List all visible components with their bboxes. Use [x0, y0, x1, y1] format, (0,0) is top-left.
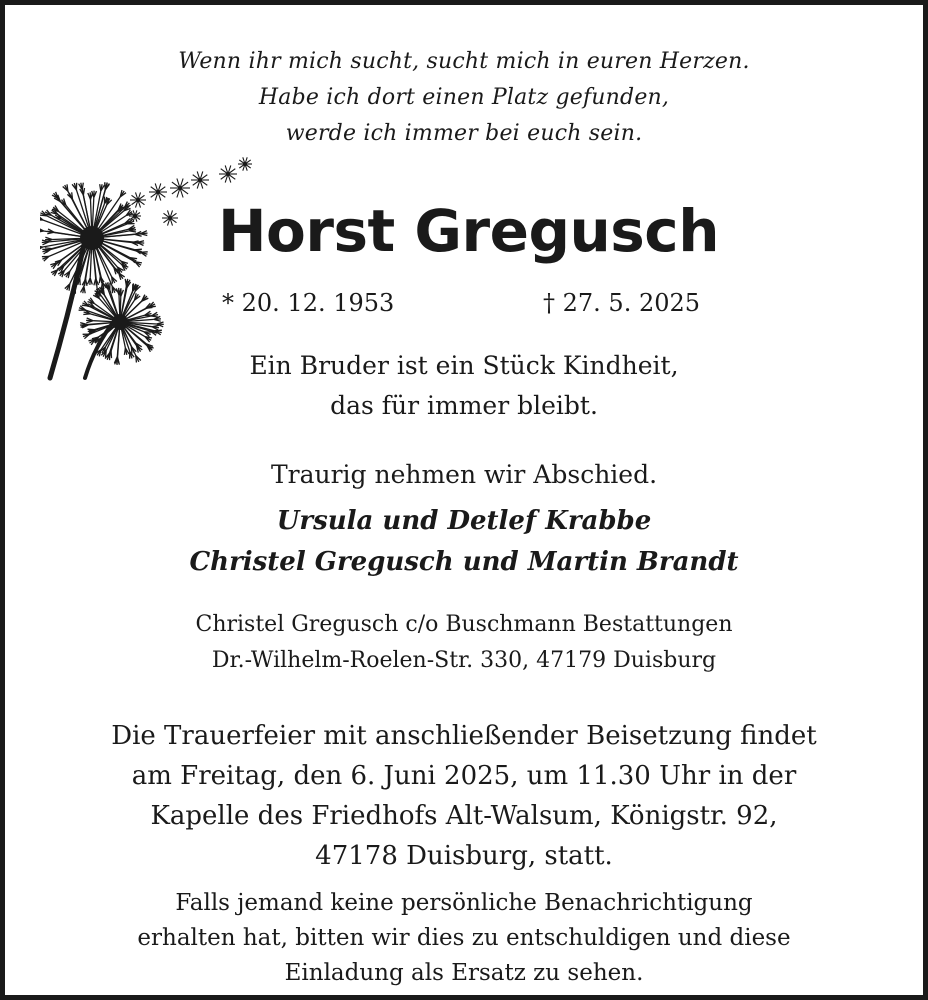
- address-line-2: Dr.-Wilhelm-Roelen-Str. 330, 47179 Duisburg: [211, 648, 717, 673]
- service-line-2: am Freitag, den 6. Juni 2025, um 11.30 Uhr in der: [131, 761, 797, 791]
- death-date: † 27. 5. 2025: [543, 289, 701, 317]
- quote-line-2: das für immer bleibt.: [330, 391, 598, 420]
- deceased-name: Horst Gregusch: [218, 197, 719, 265]
- service-line-3: Kapelle des Friedhofs Alt-Walsum, Königstr. 92,: [150, 801, 778, 831]
- note-line-1: Falls jemand keine persönliche Benachrichtigung: [175, 890, 753, 916]
- mourner-line-1: Ursula und Detlef Krabbe: [276, 506, 652, 536]
- poem-line-3: werde ich immer bei euch sein.: [285, 121, 643, 146]
- service-line-1: Die Trauerfeier mit anschließender Beisetzung findet: [111, 721, 817, 751]
- quote-line-1: Ein Bruder ist ein Stück Kindheit,: [249, 351, 679, 380]
- farewell-text: Traurig nehmen wir Abschied.: [270, 460, 658, 489]
- birth-date: * 20. 12. 1953: [222, 289, 395, 317]
- note-line-2: erhalten hat, bitten wir dies zu entschuldigen und diese: [137, 925, 791, 951]
- poem-line-1: Wenn ihr mich sucht, sucht mich in euren Herzen.: [178, 49, 750, 74]
- note-line-3: Einladung als Ersatz zu sehen.: [284, 960, 644, 986]
- dandelion-icon: [40, 150, 280, 385]
- service-line-4: 47178 Duisburg, statt.: [315, 841, 613, 871]
- address-line-1: Christel Gregusch c/o Buschmann Bestattungen: [195, 612, 733, 637]
- mourner-line-2: Christel Gregusch und Martin Brandt: [189, 547, 739, 577]
- poem-line-2: Habe ich dort einen Platz gefunden,: [258, 85, 670, 110]
